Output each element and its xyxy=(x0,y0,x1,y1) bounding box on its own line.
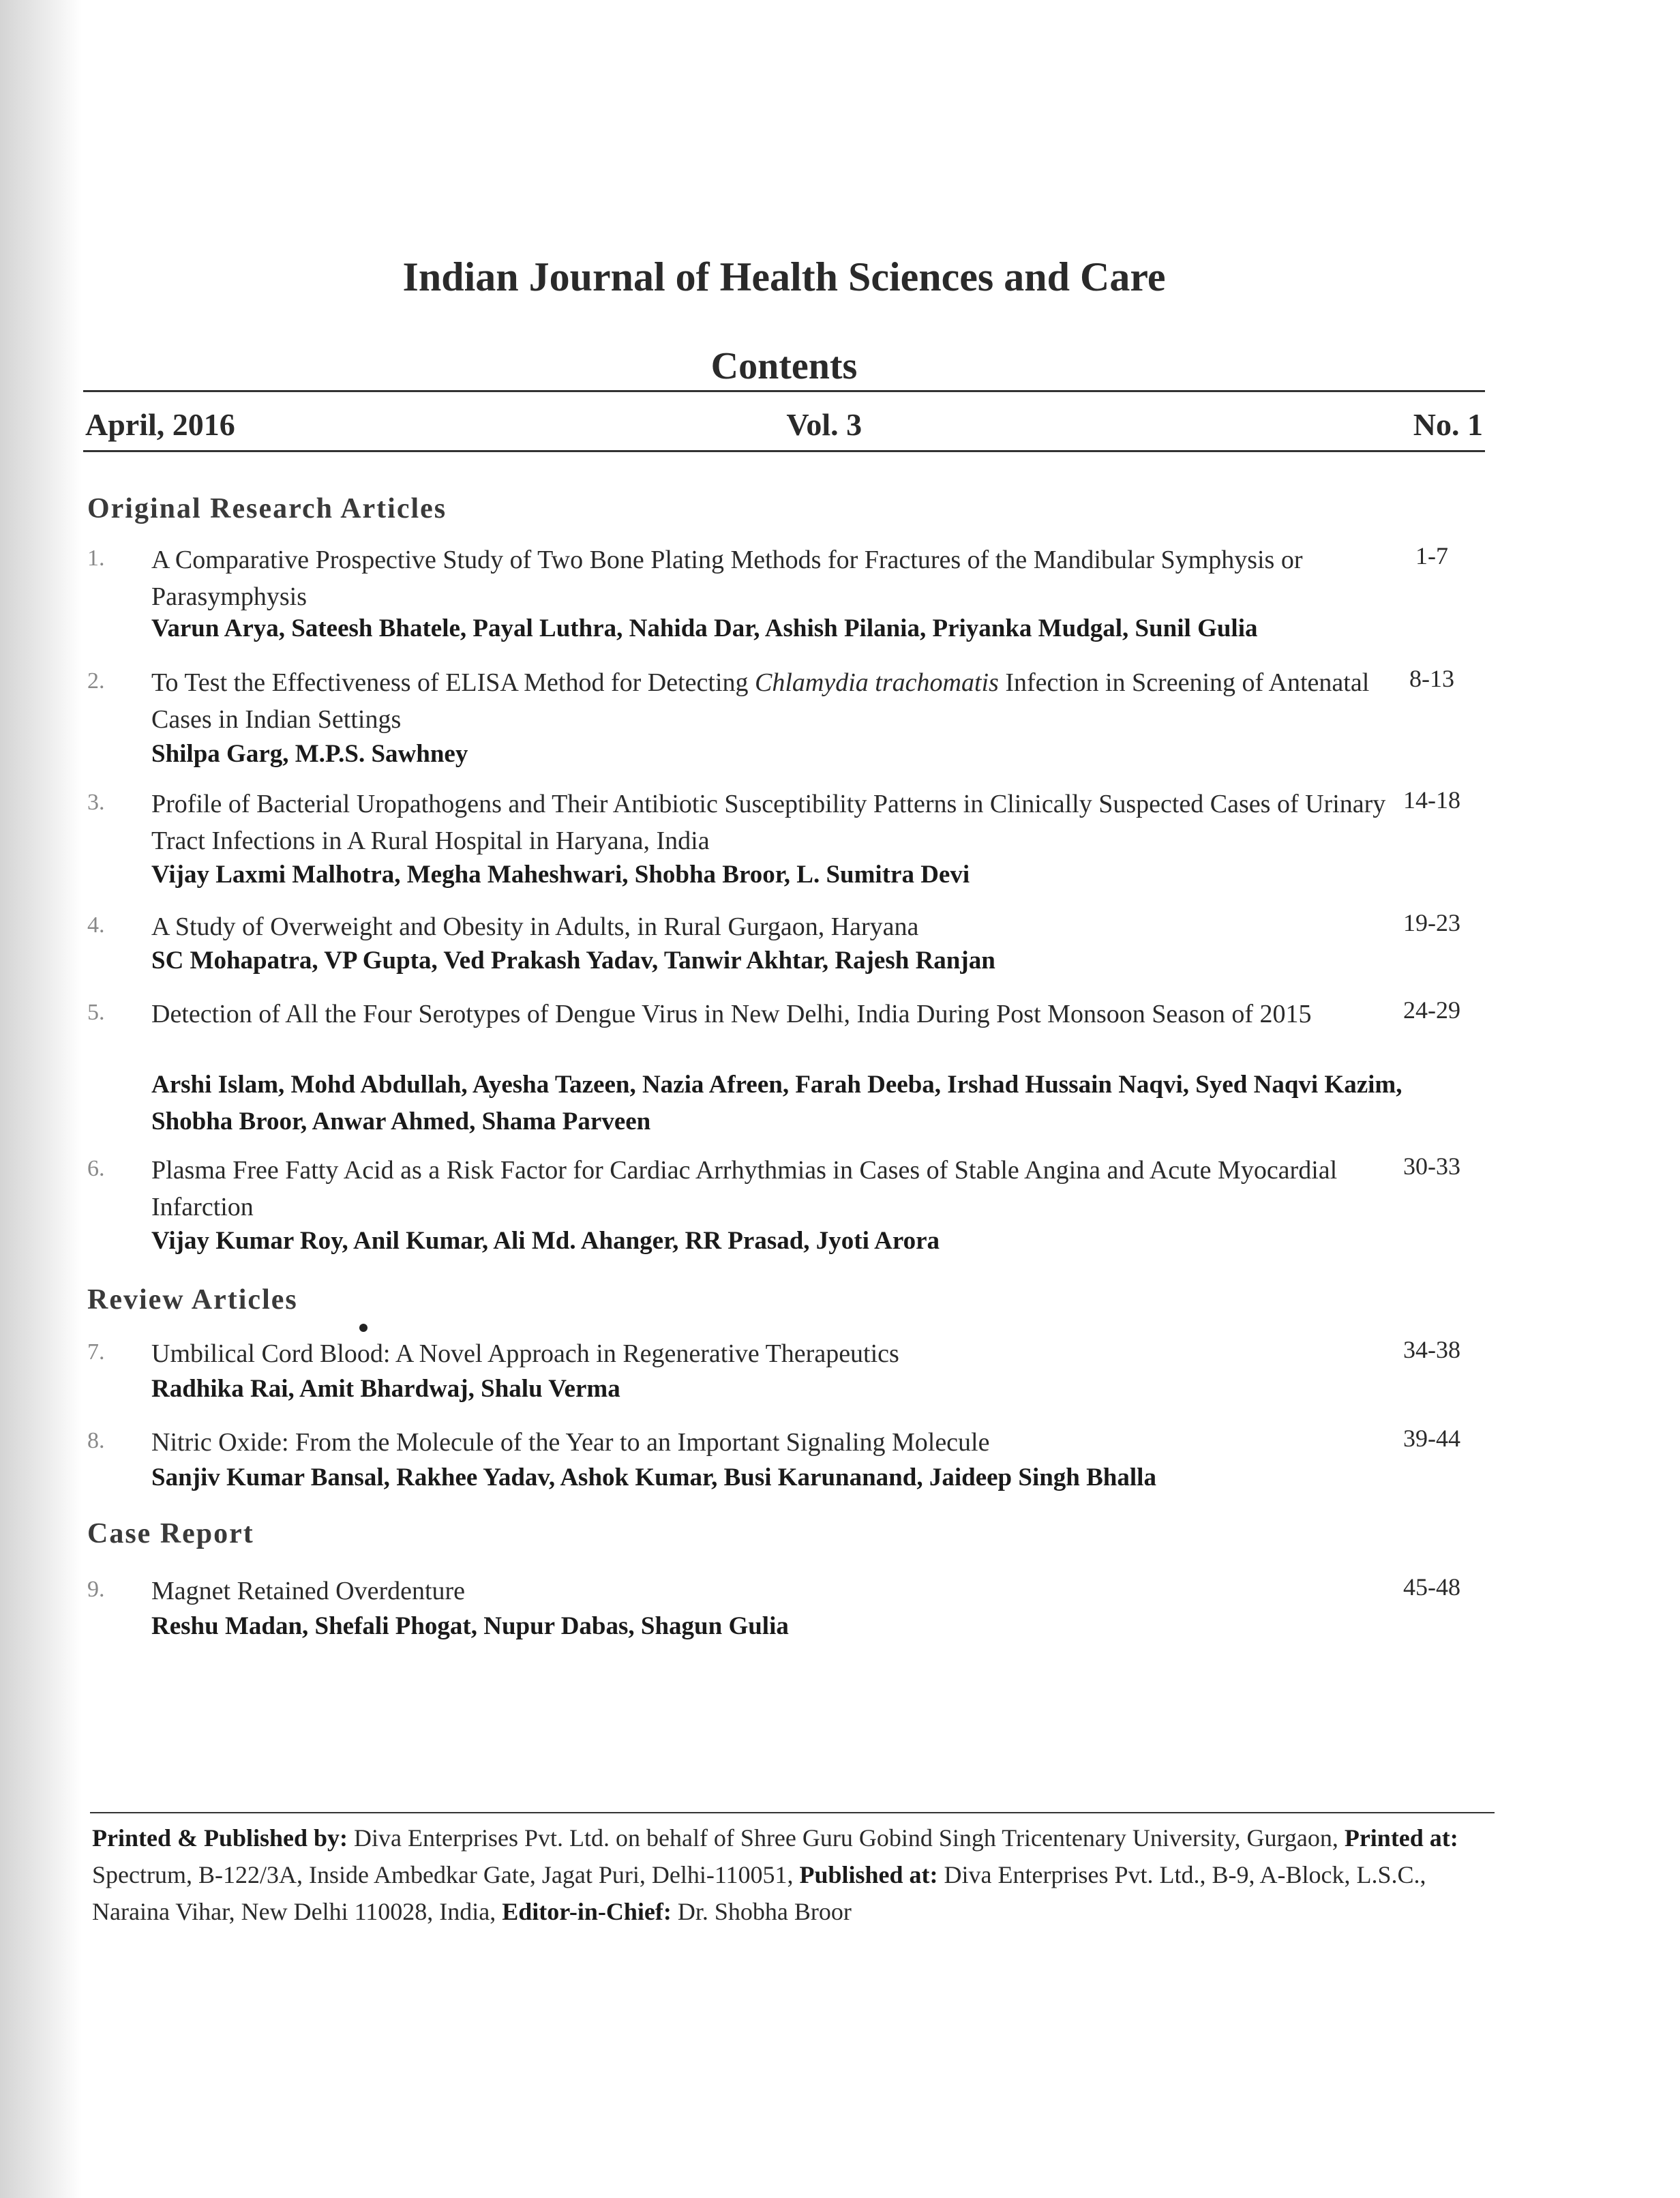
article-authors: Vijay Kumar Roy, Anil Kumar, Ali Md. Ahanger, RR Prasad, Jyoti Arora xyxy=(151,1227,940,1255)
section-original-research: Original Research Articles xyxy=(87,493,447,524)
article-number: 4. xyxy=(87,912,105,938)
article-pages: 39-44 xyxy=(1403,1425,1460,1452)
title-text: To Test the Effectiveness of ELISA Method for Detecting xyxy=(151,668,755,697)
journal-title: Indian Journal of Health Sciences and Care xyxy=(402,254,1166,299)
article-number: 3. xyxy=(87,790,105,815)
speck-dot xyxy=(359,1324,368,1332)
article-pages: 30-33 xyxy=(1403,1153,1460,1180)
article-number: 6. xyxy=(87,1156,105,1181)
article-number: 7. xyxy=(87,1339,105,1365)
article-authors: Reshu Madan, Shefali Phogat, Nupur Dabas, Shagun Gulia xyxy=(151,1612,789,1640)
article-authors: Radhika Rai, Amit Bhardwaj, Shalu Verma xyxy=(151,1375,620,1403)
article-authors: SC Mohapatra, VP Gupta, Ved Prakash Yadav, Tanwir Akhtar, Rajesh Ranjan xyxy=(151,947,995,975)
article-pages: 34-38 xyxy=(1403,1336,1460,1363)
section-case-report: Case Report xyxy=(87,1518,254,1549)
article-authors: Vijay Laxmi Malhotra, Megha Maheshwari, Shobha Broor, L. Sumitra Devi xyxy=(151,861,970,889)
printed-published-label: Printed & Published by: xyxy=(92,1824,348,1852)
section-review: Review Articles xyxy=(87,1284,298,1316)
article-number: 8. xyxy=(87,1428,105,1453)
article-title[interactable]: Profile of Bacterial Uropathogens and Their Antibiotic Susceptibility Patterns in Clinically Suspected Cases of Urinary Tract Infections in A Rural Hospital in Haryana, India xyxy=(151,790,1386,855)
article-pages: 1-7 xyxy=(1415,542,1448,569)
published-at-label: Published at: xyxy=(799,1861,938,1888)
binding-shadow xyxy=(0,0,82,2198)
article-pages: 8-13 xyxy=(1409,665,1454,692)
title-italic-text: Chlamydia trachomatis xyxy=(755,668,999,697)
article-number: 2. xyxy=(87,668,105,694)
article-title[interactable]: A Comparative Prospective Study of Two Bone Plating Methods for Fractures of the Mandibular Symphysis or Parasymphysis xyxy=(151,546,1303,611)
footer-rule xyxy=(90,1812,1495,1813)
imprint-footer xyxy=(92,1820,1497,1930)
editor-label: Editor-in-Chief: xyxy=(502,1898,672,1925)
article-pages: 19-23 xyxy=(1403,909,1460,936)
article-pages: 45-48 xyxy=(1403,1573,1460,1601)
article-authors: Varun Arya, Sateesh Bhatele, Payal Luthra, Nahida Dar, Ashish Pilania, Priyanka Mudgal, Sunil Gulia xyxy=(151,614,1258,642)
article-authors: Arshi Islam, Mohd Abdullah, Ayesha Tazeen, Nazia Afreen, Farah Deeba, Irshad Hussain Naqvi, Syed Naqvi Kazim, Shobha Broor, Anwar Ahmed, Shama Parveen xyxy=(151,1071,1402,1135)
editor-text: Dr. Shobha Broor xyxy=(671,1898,852,1925)
article-number: 9. xyxy=(87,1577,105,1602)
top-rule xyxy=(83,390,1485,392)
article-authors: Shilpa Garg, M.P.S. Sawhney xyxy=(151,740,468,768)
title-text: Infection in Screening of Antenatal Cases in Indian Settings xyxy=(151,668,1370,734)
article-title[interactable]: Plasma Free Fatty Acid as a Risk Factor for Cardiac Arrhythmias in Cases of Stable Angina and Acute Myocardial Infarction xyxy=(151,1156,1338,1221)
article-title[interactable] xyxy=(151,664,1433,738)
printed-published-text: Diva Enterprises Pvt. Ltd. on behalf of Shree Guru Gobind Singh Tricentenary University, Gurgaon, xyxy=(348,1824,1345,1852)
issue-date: April, 2016 xyxy=(85,407,235,442)
published-at-text: Diva Enterprises Pvt. Ltd., B-9, A-Block, L.S.C., Naraina Vihar, New Delhi 110028, India, xyxy=(92,1861,1426,1925)
article-authors: Sanjiv Kumar Bansal, Rakhee Yadav, Ashok Kumar, Busi Karunanand, Jaideep Singh Bhalla xyxy=(151,1464,1156,1491)
issue-info xyxy=(85,406,1483,443)
article-number: 1. xyxy=(87,546,105,571)
printed-at-label: Printed at: xyxy=(1344,1824,1458,1852)
article-title[interactable]: A Study of Overweight and Obesity in Adults, in Rural Gurgaon, Haryana xyxy=(151,912,919,941)
contents-heading: Contents xyxy=(710,345,858,387)
article-title[interactable]: Nitric Oxide: From the Molecule of the Year to an Important Signaling Molecule xyxy=(151,1428,990,1457)
article-pages: 14-18 xyxy=(1403,786,1460,814)
issue-volume: Vol. 3 xyxy=(786,407,862,442)
issue-number: No. 1 xyxy=(1413,407,1483,442)
printed-at-text: Spectrum, B-122/3A, Inside Ambedkar Gate, Jagat Puri, Delhi-110051, xyxy=(92,1861,800,1888)
article-pages: 24-29 xyxy=(1403,996,1460,1024)
article-title[interactable]: Umbilical Cord Blood: A Novel Approach in Regenerative Therapeutics xyxy=(151,1339,899,1368)
article-number: 5. xyxy=(87,1000,105,1025)
article-title[interactable]: Detection of All the Four Serotypes of Dengue Virus in New Delhi, India During Post Monsoon Season of 2015 xyxy=(151,1000,1312,1028)
bottom-rule xyxy=(83,450,1485,452)
article-title[interactable]: Magnet Retained Overdenture xyxy=(151,1577,466,1605)
